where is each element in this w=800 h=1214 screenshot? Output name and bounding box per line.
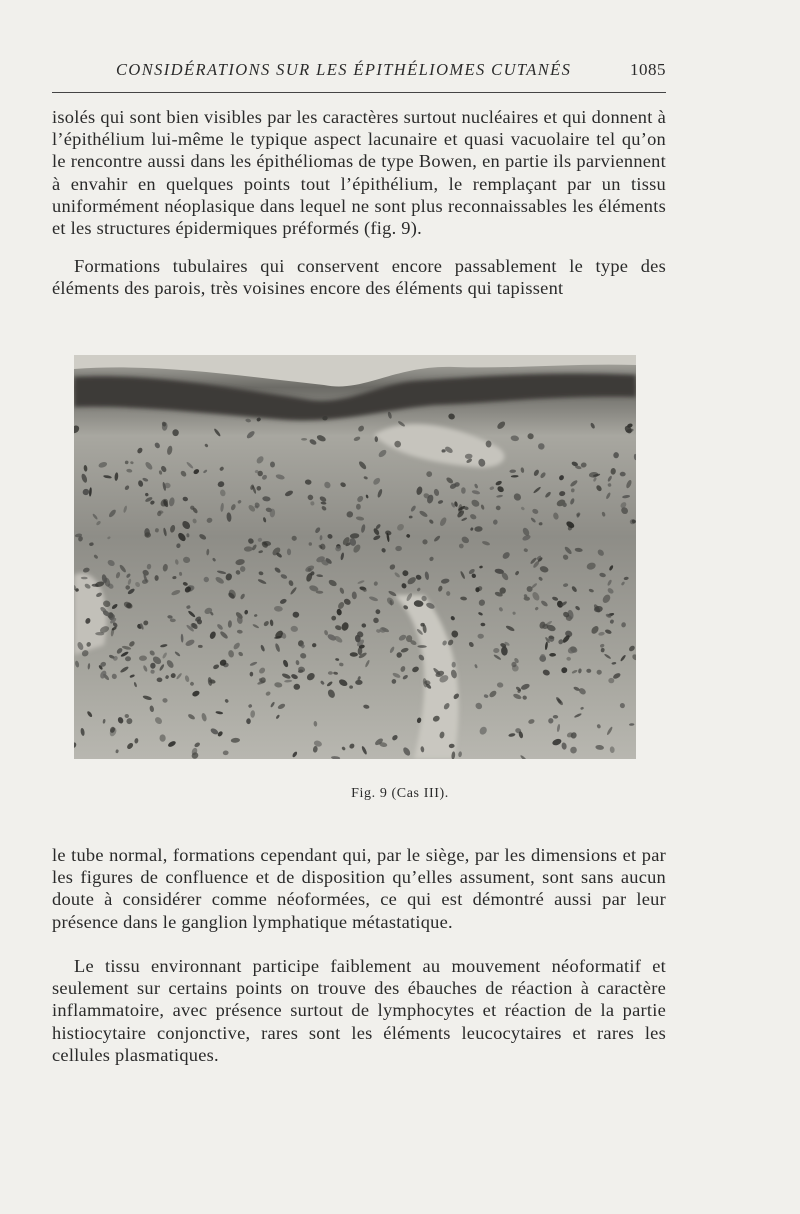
nucleus — [301, 438, 307, 441]
figure-caption: Fig. 9 (Cas III). — [351, 786, 449, 801]
paragraph-2: Formations tubulaires qui conservent encore passablement le type des éléments des parois, très voisines encore des éléments qui tapissent — [52, 256, 666, 299]
paragraph-1: isolés qui sont bien visibles par les caractères surtout nucléaires et qui donnent à l’épithélium lui-même le typique aspect lacunaire et quasi vacuolaire tel qu’on le rencontre aussi dans les épithéliomas de type Bowen, en partie ils parviennent à envahir en quelques points tout l’épithélium, le remplaçant par un tissu uniformément néoplasique dans lequel ne sont plus reconnaissables les éléments et les structures épidermiques préformés (fig. 9). — [52, 107, 666, 239]
nucleus — [461, 487, 466, 494]
page-number: 1085 — [630, 60, 666, 79]
paragraph-4: Le tissu environnant participe faiblement au mouvement néoformatif et seulement sur certains points on trouve des ébauches de réaction à caractère inflammatoire, avec présence surtout de lymphocytes et réaction de la partie histiocytaire conjonctive, rares sont les éléments leucocytaires et rares les cellules plasmatiques. — [52, 956, 666, 1065]
nucleus — [475, 587, 479, 592]
paragraph-3: le tube normal, formations cependant qui, par le siège, par les dimensions et par les figures de confluence et de disposition qu’elles assument, sont sans aucun doute à considérer comme néoformées, ce qui est démontré aussi par leur présence dans le ganglion lymphatique métastatique. — [52, 845, 666, 932]
header-rule — [52, 92, 666, 93]
running-header — [52, 60, 666, 88]
nucleus — [172, 429, 178, 436]
figure-9-micrograph — [74, 355, 636, 759]
nucleus — [356, 504, 361, 510]
nucleus — [452, 662, 456, 668]
micrograph-image — [74, 355, 636, 759]
running-title: CONSIDÉRATIONS SUR LES ÉPITHÉLIOMES CUTANÉS — [116, 60, 572, 79]
